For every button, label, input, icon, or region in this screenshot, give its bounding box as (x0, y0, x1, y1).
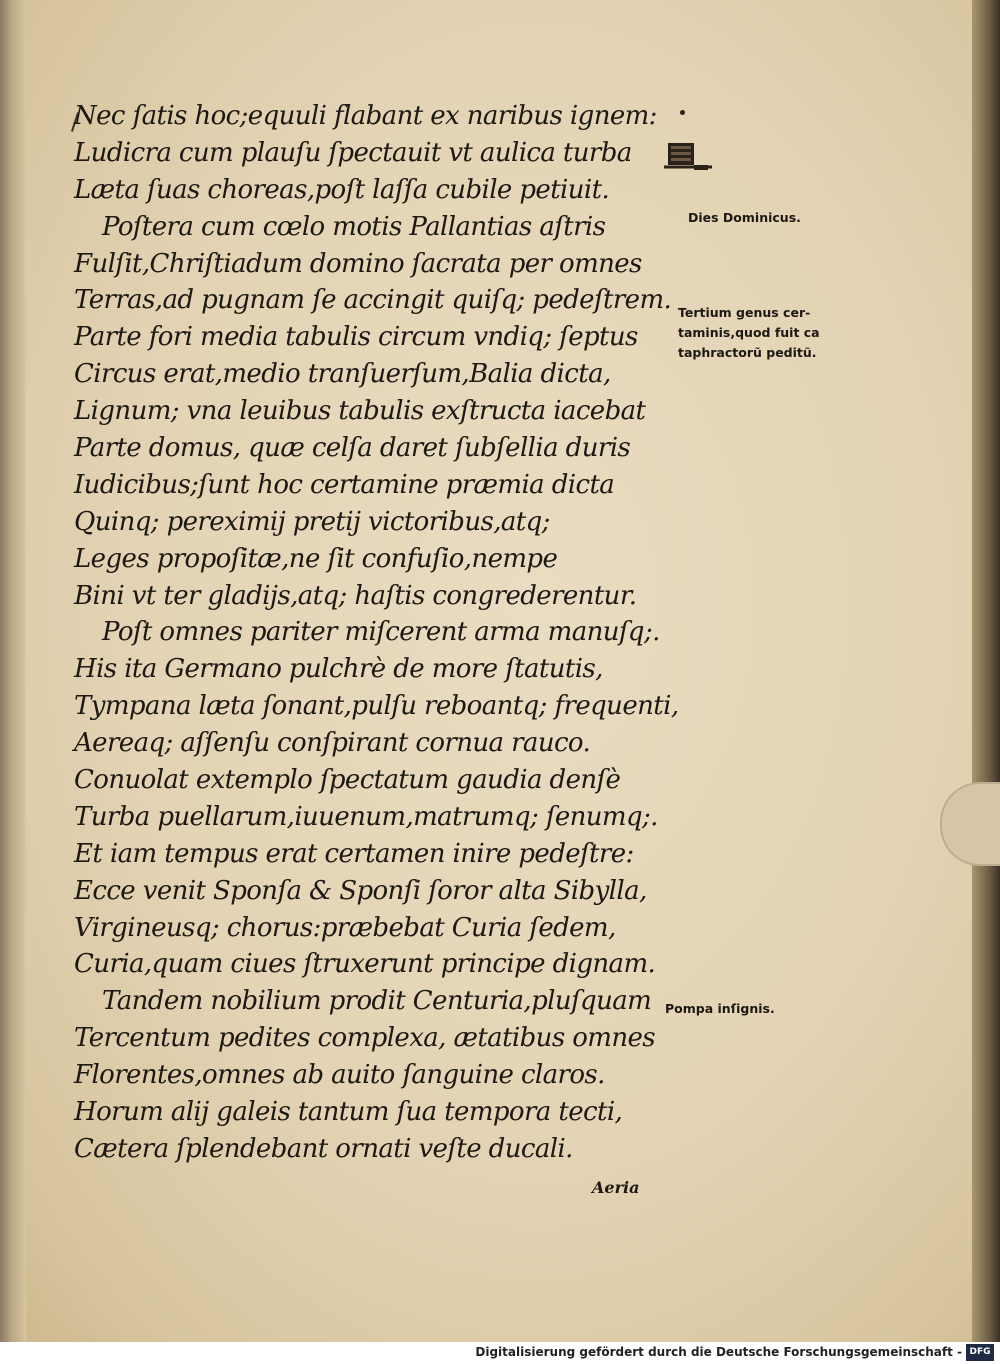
poem-line: Poſt omnes pariter miſcerent arma manuſq;. (102, 617, 660, 648)
footer-credit: Digitalisierung gefördert durch die Deutsche Forschungsgemeinschaft - (475, 1345, 962, 1359)
poem-line: Parte domus, quæ celſa daret ſubſellia duris (74, 433, 631, 464)
page-binding (0, 0, 26, 1342)
margin-note-tertium-genus (678, 303, 820, 363)
catchword: Aeria (592, 1178, 640, 1197)
poem-line: Et iam tempus erat certamen inire pedeſtre: (74, 838, 634, 869)
poem-line: Leges propoſitæ,ne ſit confuſio,nempe (74, 543, 558, 574)
poem-line: Virgineusq; chorus:præbebat Curia ſedem, (74, 912, 616, 943)
poem-line: Turba puellarum,iuuenum,matrumq; ſenumq;. (74, 801, 658, 832)
margin-dot-mark (680, 110, 685, 115)
poem-line: Nec ſatis hoc;equuli flabant ex naribus ignem: (74, 101, 657, 131)
margin-note-dies-dominicus: Dies Dominicus. (688, 210, 801, 225)
poem-line: Tercentum pedites complexa, ætatibus omnes (74, 1023, 656, 1054)
poem-line: Lignum; vna leuibus tabulis exſtructa iacebat (74, 396, 646, 427)
dfg-logo: DFG (966, 1344, 994, 1361)
poem-line: His ita Germano pulchrè de more ſtatutis, (74, 654, 603, 685)
poem-line: Iudicibus;ſunt hoc certamine præmia dicta (74, 469, 615, 500)
poem-line: Fulſit,Chriſtiadum domino ſacrata per omnes (74, 248, 642, 279)
poem-line: Florentes,omnes ab auito ſanguine claros. (74, 1060, 605, 1091)
poem-line: Terras,ad pugnam ſe accingit quiſq; pedeſtrem. (74, 285, 672, 316)
poem-line: Quinq; pereximij pretij victoribus,atq; (74, 506, 550, 537)
poem-line: Ecce venit Sponſa & Sponſi ſoror alta Sibylla, (74, 875, 647, 906)
poem-text (74, 98, 679, 1168)
poem-line: Aereaq; aſſenſu conſpirant cornua rauco. (74, 728, 591, 759)
poem-line: Circus erat,medio tranſuerſum,Balia dicta, (74, 359, 611, 390)
poem-line: Cætera ſplendebant ornati veſte ducali. (74, 1133, 573, 1164)
poem-line: Læta ſuas choreas,poſt laſſa cubile petiuit. (74, 174, 610, 205)
poem-line: Horum alij galeis tantum ſua tempora tecti, (74, 1097, 623, 1128)
poem-line: Tympana læta ſonant,pulſu reboantq; frequenti, (74, 691, 679, 722)
poem-line: Ludicra cum plauſu ſpectauit vt aulica turba (74, 137, 632, 168)
poem-line: Tandem nobilium prodit Centuria,pluſquam (102, 986, 652, 1017)
poem-line: Bini vt ter gladijs,atq; haſtis congrederentur. (74, 580, 637, 611)
next-page-edge (972, 0, 1000, 1342)
poem-line: Parte fori media tabulis circum vndiq; ſeptus (74, 322, 638, 353)
digitization-footer (0, 1342, 1000, 1364)
poem-line: Poſtera cum cœlo motis Pallantias aſtris (102, 211, 606, 242)
poem-line: Conuolat extemplo ſpectatum gaudia denſè (74, 765, 621, 796)
margin-note-line: taminis,quod fuit ca (678, 325, 820, 340)
margin-note-line: taphractorũ peditũ. (678, 345, 817, 360)
margin-note-line: Tertium genus cer- (678, 305, 811, 320)
poem-line: Curia,quam ciues ſtruxerunt principe dignam. (74, 949, 656, 980)
margin-note-pompa-insignis: Pompa inſignis. (665, 1001, 775, 1016)
